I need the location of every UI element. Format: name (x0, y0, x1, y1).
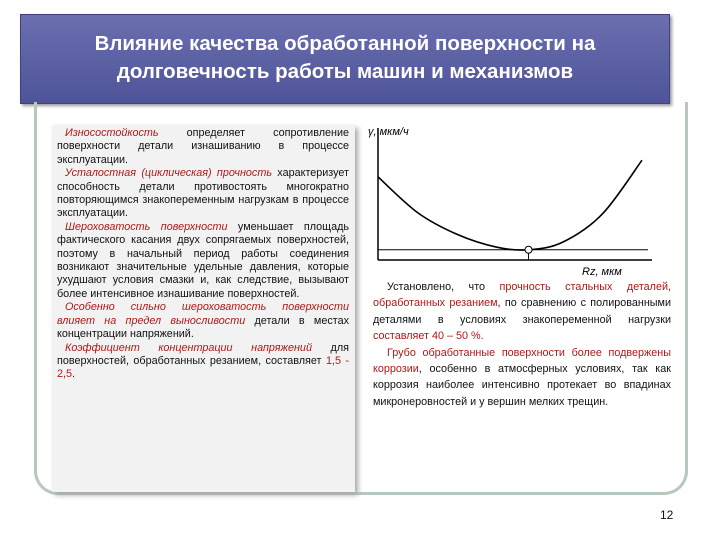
highlight-percent: составляет 40 – 50 %. (373, 330, 484, 343)
optimum-point (525, 246, 532, 253)
x-axis-label: Rz, мкм (582, 266, 622, 278)
highlight-strength: прочность стальных деталей, обработанных резанием (373, 281, 672, 310)
text: характеризует способность детали противостоять многократно повторяющимся знакопеременным нагрузкам в процессе эксплуатации. (57, 167, 349, 220)
text: детали в местах концентрации напряжений. (57, 314, 349, 341)
paragraph-endurance (57, 301, 349, 341)
title-line-2: долговечность работы машин и механизмов (116, 60, 574, 83)
wear-chart (360, 120, 660, 280)
text: для поверхностей, обработанных резанием, составляет (57, 341, 349, 367)
paragraph-roughness (57, 221, 349, 301)
text: , по сравнению с полированными деталями в условиях знакопеременной нагрузки (373, 297, 671, 326)
paragraph-fatigue-strength (57, 167, 349, 221)
left-text (57, 127, 349, 382)
text: . (72, 368, 76, 381)
concentration-value: 1,5 - 2,5 (57, 354, 350, 381)
slide-title (21, 30, 669, 86)
paragraph-wear-resistance (57, 127, 349, 167)
paragraph-concentration (57, 342, 349, 382)
title-banner (20, 14, 670, 104)
term-fatigue-strength: Усталостная (циклическая) прочность (65, 167, 272, 180)
text: Установлено, что (387, 281, 500, 293)
y-axis-label: γ, мкм/ч (368, 126, 409, 138)
title-line-1: Влияние качества обработанной поверхности на (94, 32, 596, 55)
right-text (373, 279, 671, 410)
text: определяет сопротивление поверхности детали изнашиванию в процессе эксплуатации. (57, 127, 349, 166)
paragraph-strength-finding (373, 279, 671, 345)
highlight-corrosion: Грубо обработанные поверхности более подвержены коррозии (373, 346, 671, 376)
term-endurance: Особенно сильно шероховатость поверхности влияет на предел выносливости (57, 301, 349, 327)
text: , особенно в атмосферных условиях, так как коррозия наиболее интенсивно протекает во впадинах микронеровностей и у вершин мелких трещин. (373, 363, 671, 408)
page-number: 12 (660, 508, 674, 522)
paragraph-corrosion (373, 345, 671, 411)
term-concentration: Коэффициент концентрации напряжений (65, 341, 312, 354)
text: уменьшает площадь фактического касания двух сопрягаемых поверхностей, поэтому в начальный период работы соединения возникают значительные удельные давления, которые ухудшают условия смазки и, как следствие, вызывают более интенсивное изнашивание поверхностей. (57, 220, 349, 300)
term-wear-resistance: Износостойкость (65, 127, 159, 139)
wear-curve (378, 160, 642, 250)
term-roughness: Шероховатость поверхности (65, 220, 228, 233)
